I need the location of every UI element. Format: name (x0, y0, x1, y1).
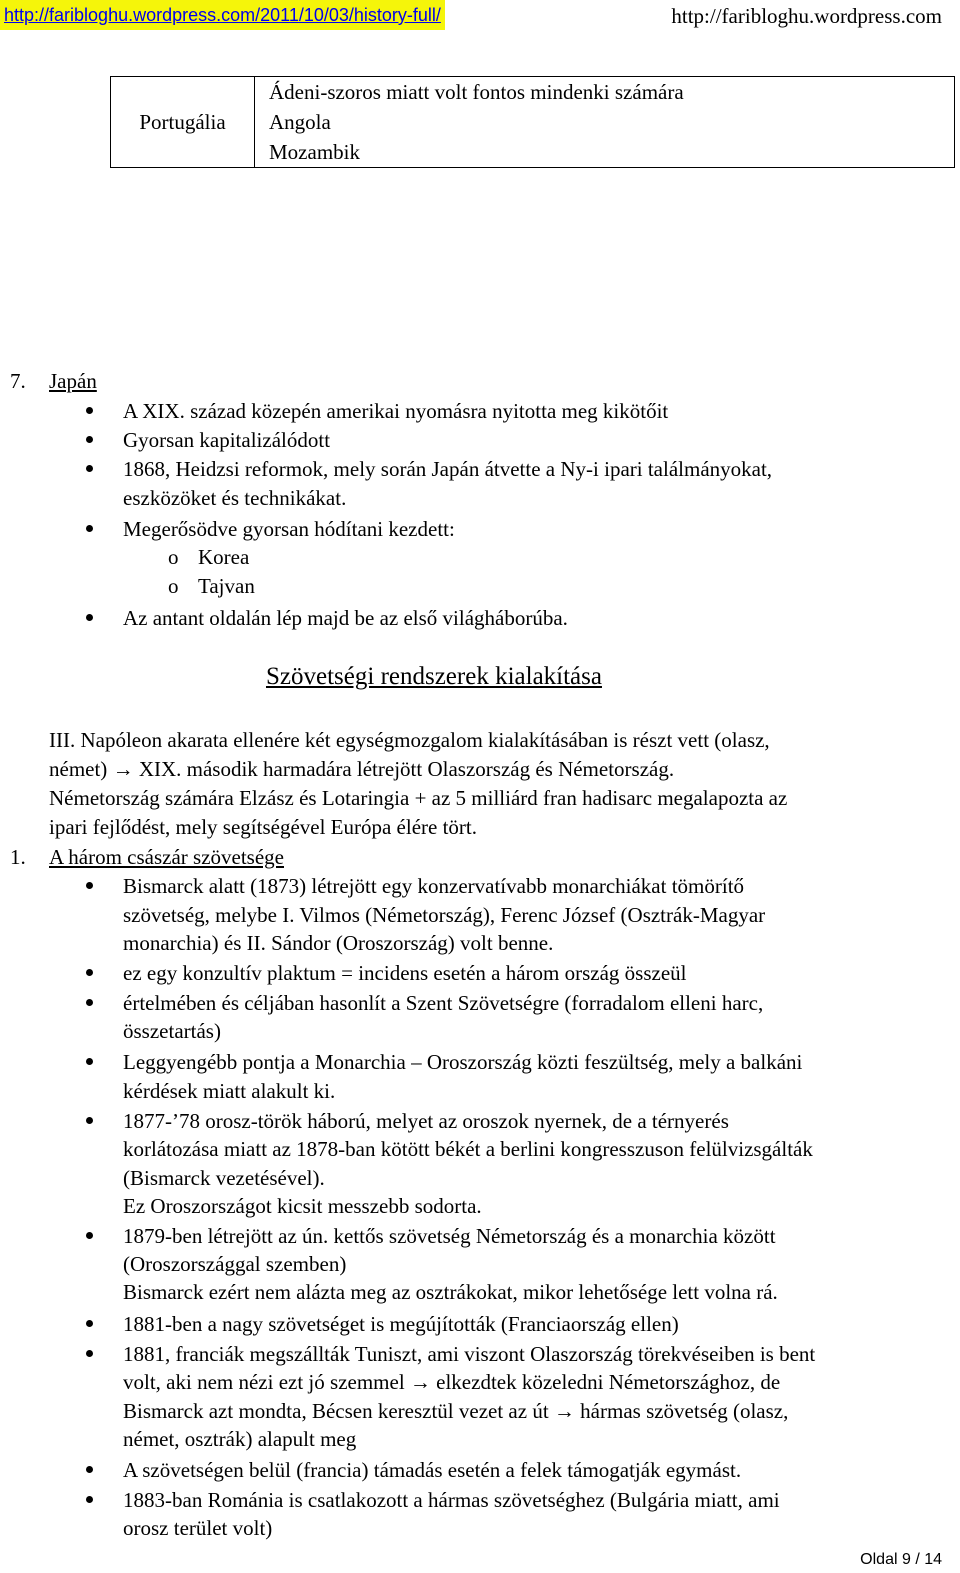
list-item-continued: szövetség, melybe I. Vilmos (Németország), Ferenc József (Osztrák-Magyar (123, 903, 766, 927)
section-7-title: Japán (49, 369, 97, 393)
list-item-continued (123, 1368, 780, 1396)
list-item-continued: (Oroszországgal szemben) (123, 1252, 347, 1276)
bullet-icon (86, 436, 93, 443)
list-item-continued: Ez Oroszországot kicsit messzebb sodorta. (123, 1194, 482, 1218)
list-item-continued: kérdések miatt alakult ki. (123, 1079, 336, 1103)
list-item: értelmében és céljában hasonlít a Szent Szövetségre (forradalom elleni harc, (123, 991, 764, 1015)
list-item-text: Bismarck azt mondta, Bécsen keresztül vezet az út (123, 1399, 549, 1423)
bullet-icon (86, 407, 93, 414)
list-item: Megerősödve gyorsan hódítani kezdett: (123, 517, 455, 541)
list-item-continued: Bismarck ezért nem alázta meg az osztrákokat, mikor lehetősége lett volna rá. (123, 1280, 778, 1304)
bullet-icon (86, 1058, 93, 1065)
bullet-icon (86, 525, 93, 532)
section-1-number: 1. (10, 845, 26, 869)
paragraph-line (49, 755, 674, 783)
table-country-cell: Portugália (111, 77, 255, 168)
bullet-icon (86, 1466, 93, 1473)
list-item: 1879-ben létrejött az ún. kettős szövetség Németország és a monarchia között (123, 1224, 776, 1248)
paragraph-text: XIX. második harmadára létrejött Olaszország és Németország. (138, 757, 675, 781)
list-item-continued: összetartás) (123, 1019, 221, 1043)
paragraph-line: III. Napóleon akarata ellenére két egységmozgalom kialakításában is részt vett (olasz, (49, 728, 770, 752)
list-item-text: hármas szövetség (olasz, (580, 1399, 789, 1423)
list-item: 1877-’78 orosz-török háború, melyet az oroszok nyernek, de a térnyerés (123, 1109, 729, 1133)
bullet-icon (86, 614, 93, 621)
list-item-continued: monarchia) és II. Sándor (Oroszország) volt benne. (123, 931, 554, 955)
arrow-icon: → (112, 757, 134, 781)
bullet-icon (86, 1350, 93, 1357)
sub-bullet-marker: o (168, 545, 179, 569)
colonies-table (110, 76, 955, 168)
sub-bullet-marker: o (168, 574, 179, 598)
sub-list-item: Korea (198, 545, 250, 569)
list-item: Az antant oldalán lép majd be az első világháborúba. (123, 606, 568, 630)
header-site-url: http://faribloghu.wordpress.com (671, 4, 942, 28)
list-item-text: volt, aki nem nézi ezt jó szemmel (123, 1370, 405, 1394)
list-item-continued: korlátozása miatt az 1878-ban kötött békét a berlini kongresszuson felülvizsgálták (123, 1137, 813, 1161)
section-7-number: 7. (10, 369, 26, 393)
paragraph-line: Németország számára Elzász és Lotaringia + az 5 milliárd fran hadisarc megalapozta az (49, 786, 788, 810)
list-item-continued (123, 1397, 788, 1425)
bullet-icon (86, 1232, 93, 1239)
list-item: ez egy konzultív plaktum = incidens esetén a három ország összeül (123, 961, 687, 985)
bullet-icon (86, 969, 93, 976)
page-number: Oldal 9 / 14 (860, 1551, 942, 1568)
bullet-icon (86, 465, 93, 472)
section-heading: Szövetségi rendszerek kialakítása (266, 663, 602, 690)
list-item: Gyorsan kapitalizálódott (123, 428, 331, 452)
table-item: Mozambik (269, 140, 360, 164)
list-item: 1881, franciák megszállták Tuniszt, ami viszont Olaszország törekvéseiben is bent (123, 1342, 816, 1366)
bullet-icon (86, 1320, 93, 1327)
table-item: Ádeni-szoros miatt volt fontos mindenki számára (269, 80, 684, 104)
list-item-continued: eszközöket és technikákat. (123, 486, 347, 510)
paragraph-text: német) (49, 757, 108, 781)
list-item: 1868, Heidzsi reformok, mely során Japán átvette a Ny-i ipari találmányokat, (123, 457, 773, 481)
arrow-icon: → (409, 1370, 431, 1394)
bullet-icon (86, 882, 93, 889)
list-item: 1883-ban Románia is csatlakozott a hármas szövetséghez (Bulgária miatt, ami (123, 1488, 780, 1512)
list-item-continued: orosz terület volt) (123, 1516, 273, 1540)
section-1-title: A három császár szövetsége (49, 845, 284, 869)
header-url-link[interactable]: http://faribloghu.wordpress.com/2011/10/03/history-full/ (0, 0, 445, 30)
list-item: 1881-ben a nagy szövetséget is megújították (Franciaország ellen) (123, 1312, 679, 1336)
sub-list-item: Tajvan (198, 574, 255, 598)
arrow-icon: → (553, 1399, 575, 1423)
bullet-icon (86, 1117, 93, 1124)
table-item: Angola (269, 110, 331, 134)
list-item: A XIX. század közepén amerikai nyomásra nyitotta meg kikötőit (123, 399, 669, 423)
bullet-icon (86, 999, 93, 1006)
list-item: A szövetségen belül (francia) támadás esetén a felek támogatják egymást. (123, 1458, 742, 1482)
list-item-continued: német, osztrák) alapult meg (123, 1427, 357, 1451)
list-item-text: elkezdtek közeledni Németországhoz, de (436, 1370, 781, 1394)
list-item: Leggyengébb pontja a Monarchia – Oroszország közti feszültség, mely a balkáni (123, 1050, 803, 1074)
list-item: Bismarck alatt (1873) létrejött egy konzervatívabb monarchiákat tömörítő (123, 874, 745, 898)
bullet-icon (86, 1496, 93, 1503)
paragraph-line: ipari fejlődést, mely segítségével Európa élére tört. (49, 815, 478, 839)
list-item-continued: (Bismarck vezetésével). (123, 1166, 325, 1190)
table-items-cell (255, 77, 955, 168)
